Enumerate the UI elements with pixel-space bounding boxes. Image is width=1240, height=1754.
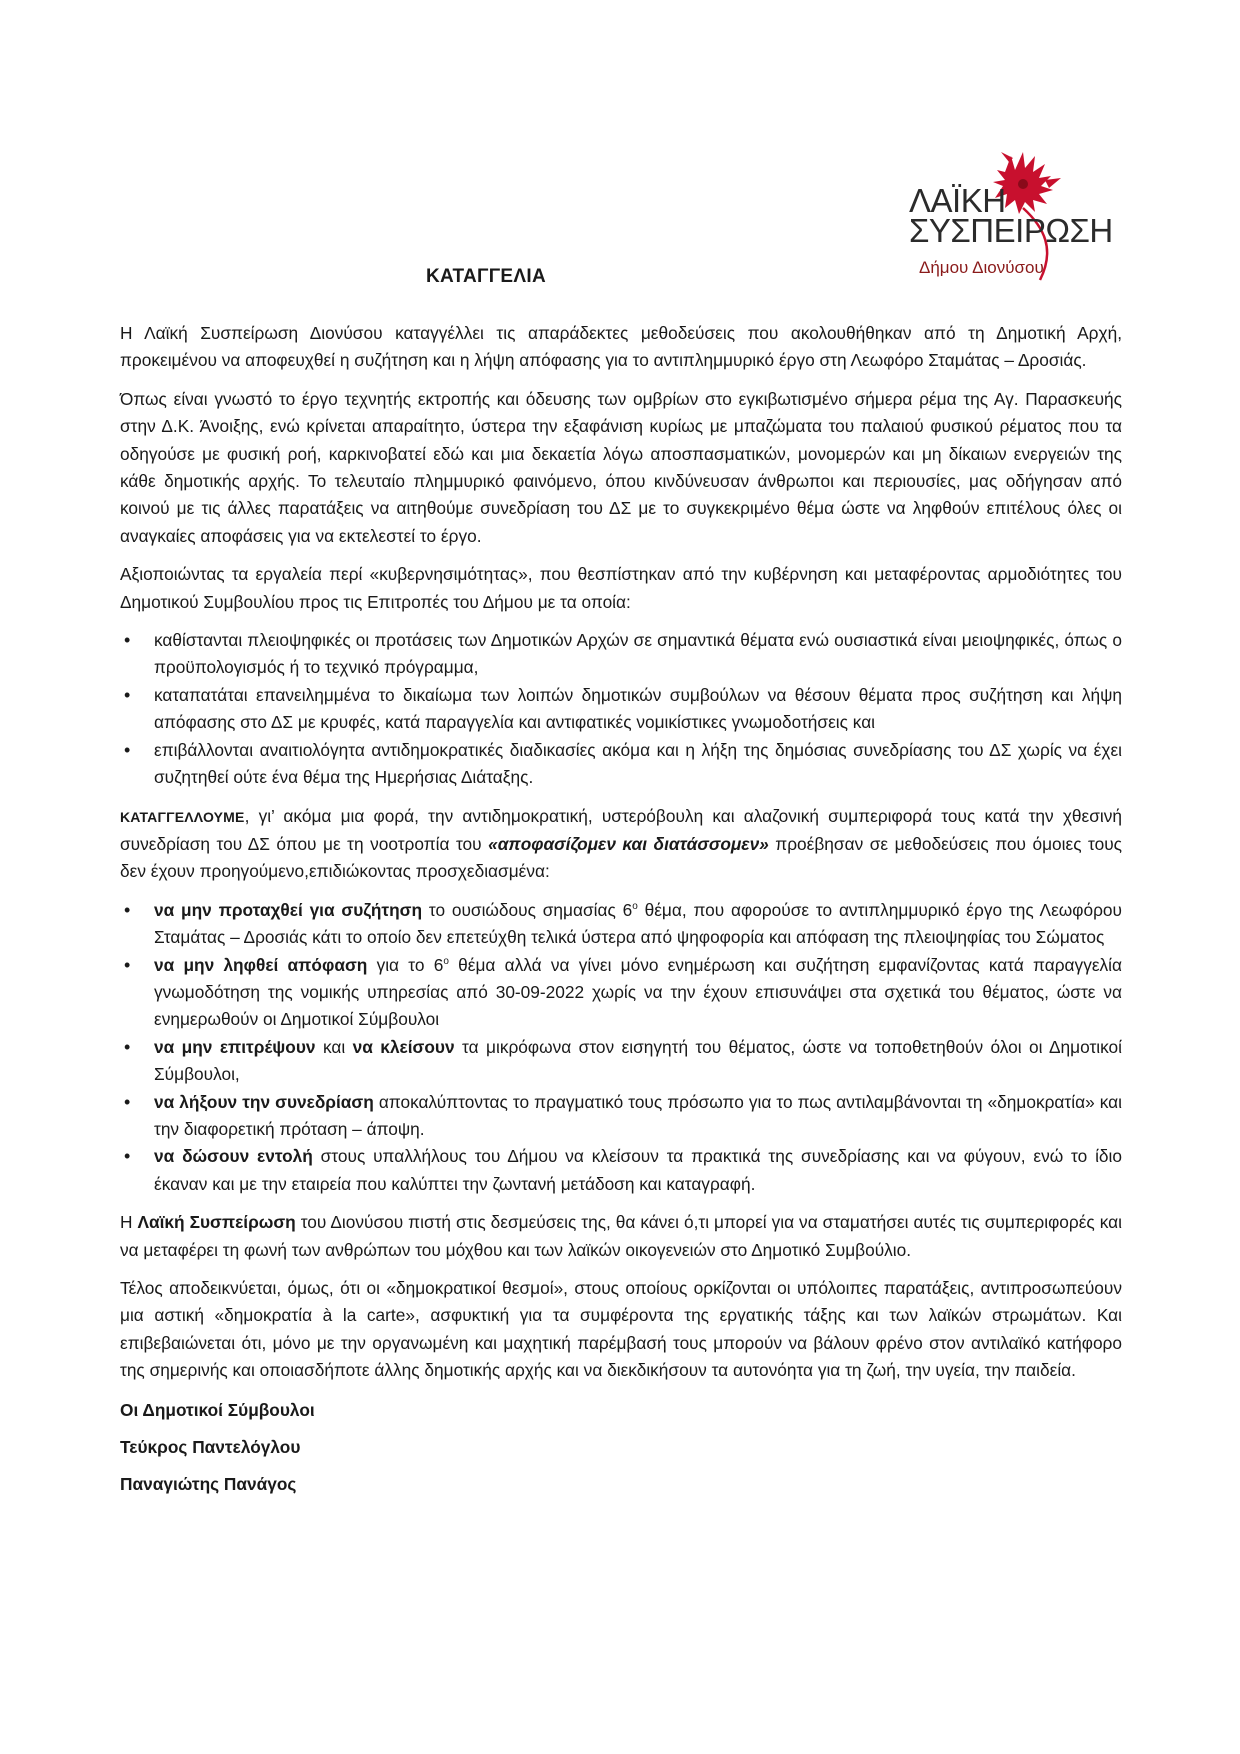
list-item: • επιβάλλονται αναιτιολόγητα αντιδημοκρατικές διαδικασίες ακόμα και η λήξη της δημόσιας συνεδρίασης του ΔΣ χωρίς να έχει συζητηθεί ούτε ένα θέμα της Ημερήσιας Διάταξης. bbox=[120, 737, 1122, 792]
list-item: • να μην προταχθεί για συζήτηση το ουσιώδους σημασίας $6^o$ θέμα, που αφορούσε το αντιπλημμυρικό έργο της Λεωφόρου Σταμάτας – Δροσιάς κάτι το οποίο δεν επετεύχθη τελικά ύστερα από ψηφοφορία και απόφαση της πλειοψηφίας του Σώματος bbox=[120, 897, 1122, 952]
signature-heading: Οι Δημοτικοί Σύμβουλοι bbox=[120, 1399, 315, 1420]
party-logo bbox=[905, 150, 1113, 290]
logo-subtitle: Δήμου Διονύσου bbox=[919, 258, 1044, 277]
list-item: • να δώσουν εντολή στους υπαλλήλους του Δήμου να κλείσουν τα πρακτικά της συνεδρίασης και να φύγουν, ενώ το ίδιο έκαναν και με την εταιρεία που καλύπτει την ζωντανή μετάδοση και καταγραφή. bbox=[120, 1143, 1122, 1198]
logo-line-2: ΣΥΣΠΕΙΡΩΣΗ bbox=[909, 212, 1113, 249]
list-item: • να λήξουν την συνεδρίαση αποκαλύπτοντας το πραγματικό τους πρόσωπο για το πως αντιλαμβάνονται τη «δημοκρατία» και την διαφορετική πρόταση – άποψη. bbox=[120, 1089, 1122, 1144]
bullet-list-1 bbox=[120, 627, 1122, 791]
list-item: • να μην επιτρέψουν και να κλείσουν τα μικρόφωνα στον εισηγητή του θέματος, ώστε να τοποθετηθούν όλοι οι Δημοτικοί Σύμβουλοι, bbox=[120, 1034, 1122, 1089]
paragraph-2: Όπως είναι γνωστό το έργο τεχνητής εκτροπής και όδευσης των ομβρίων στο εγκιβωτισμένο σήμερα ρέμα της Αγ. Παρασκευής στην Δ.Κ. Άνοιξης, ενώ κρίνεται απαραίτητο, ύστερα την εξαφάνιση κυρίως με μπαζώματα του παλαιού φυσικού ρέματος που τα οδηγούσε με φυσική ροή, καρκινοβατεί εδώ και μια δεκαετία λόγω αποσπασματικών, μονομερών και μη δίκαιων ενεργειών της κάθε δημοτικής αρχής. Το τελευταίο πλημμυρικό φαινόμενο, όπου κινδύνευσαν άνθρωποι και περιουσίες, μας οδήγησαν από κοινού με τις άλλες παρατάξεις να αιτηθούμε συνεδρίαση του ΔΣ με το συγκεκριμένο θέμα ώστε να ληφθούν επιτέλους όλες οι αναγκαίες αποφάσεις για να εκτελεστεί το έργο. bbox=[120, 388, 1122, 546]
signature-name: Παναγιώτης Πανάγος bbox=[120, 1473, 297, 1494]
document-body bbox=[120, 320, 1122, 1507]
quote: «αποφασίζομεν και διατάσσομεν» bbox=[488, 833, 769, 854]
paragraph-5: Η Λαϊκή Συσπείρωση του Διονύσου πιστή στις δεσμεύσεις της, θα κάνει ό,τι μπορεί για να σταματήσει αυτές τις συμπεριφορές και να μεταφέρει τη φωνή των ανθρώπων του μόχθου και των λαϊκών οικογενειών στο Δημοτικό Συμβούλιο. bbox=[120, 1212, 1122, 1260]
paragraph-4: ΚΑΤΑΓΓΕΛΛΟΥΜΕ, γι’ ακόμα μια φορά, την αντιδημοκρατική, υστερόβουλη και αλαζονική συμπεριφορά τους κατά την χθεσινή συνεδρίαση του ΔΣ όπου με τη νοοτροπία του «αποφασίζομεν και διατάσσομεν» προέβησαν σε μεθοδεύσεις που όμοιες τους δεν έχουν προηγούμενο,επιδιώκοντας προσχεδιασμένα: bbox=[120, 805, 1123, 882]
list-item: • καταπατάται επανειλημμένα το δικαίωμα των λοιπών δημοτικών συμβούλων να θέσουν θέματα προς συζήτηση και λήψη απόφασης στο ΔΣ με κρυφές, κατά παραγγελία και αντιφατικές νομικίστικες γνωμοδοτήσεις και bbox=[120, 682, 1122, 737]
list-item: • να μην ληφθεί απόφαση για το $6^o$ θέμα αλλά να γίνει μόνο ενημέρωση και συζήτηση εμφανίζοντας κατά παραγγελία γνωμοδότηση της νομικής υπηρεσίας από 30-09-2022 χωρίς να την έχουν επισυνάψει στα σχετικά του θέματος, ώστε να ενημερωθούν οι Δημοτικοί Σύμβουλοι bbox=[120, 952, 1122, 1034]
bullet-list-2 bbox=[120, 897, 1122, 1198]
paragraph-3: Αξιοποιώντας τα εργαλεία περί «κυβερνησιμότητας», που θεσπίστηκαν από την κυβέρνηση και μεταφέροντας αρμοδιότητες του Δημοτικού Συμβουλίου προς τις Επιτροπές του Δήμου με τα οποία: bbox=[120, 564, 1122, 612]
document-title: ΚΑΤΑΓΓΕΛΙΑ bbox=[426, 266, 546, 287]
list-item: • καθίστανται πλειοψηφικές οι προτάσεις των Δημοτικών Αρχών σε σημαντικά θέματα ενώ ουσιαστικά είναι μειοψηφικές, όπως ο προϋπολογισμός ή το τεχνικό πρόγραμμα, bbox=[120, 627, 1122, 682]
paragraph-1: Η Λαϊκή Συσπείρωση Διονύσου καταγγέλλει τις απαράδεκτες μεθοδεύσεις που ακολουθήθηκαν από τη Δημοτική Αρχή, προκειμένου να αποφευχθεί η συζήτηση και η λήψη απόφασης για το αντιπλημμυρικό έργο στη Λεωφόρο Σταμάτας – Δροσιάς. bbox=[120, 323, 1122, 371]
signature-name: Τεύκρος Παντελόγλου bbox=[120, 1436, 301, 1457]
paragraph-6: Τέλος αποδεικνύεται, όμως, ότι οι «δημοκρατικοί θεσμοί», στους οποίους ορκίζονται οι υπόλοιπες παρατάξεις, αντιπροσωπεύουν μια αστική «δημοκρατία à la carte», ασφυκτική για τα συμφέροντα της εργατικής τάξης και των λαϊκών στρωμάτων. Και επιβεβαιώνεται ότι, μόνο με την οργανωμένη και μαχητική παρέμβασή τους μπορούν να βάλουν φρένο στον αντιλαϊκό κατήφορο της σημερινής και οποιασδήποτε άλλης δημοτικής αρχής και να διεκδικήσουν τα αυτονόητα για τη ζωή, την υγεία, την παιδεία. bbox=[120, 1278, 1122, 1381]
denounce-lead: ΚΑΤΑΓΓΕΛΛΟΥΜΕ bbox=[120, 808, 245, 825]
logo-line-1: ΛΑΪΚΗ bbox=[909, 182, 1006, 219]
